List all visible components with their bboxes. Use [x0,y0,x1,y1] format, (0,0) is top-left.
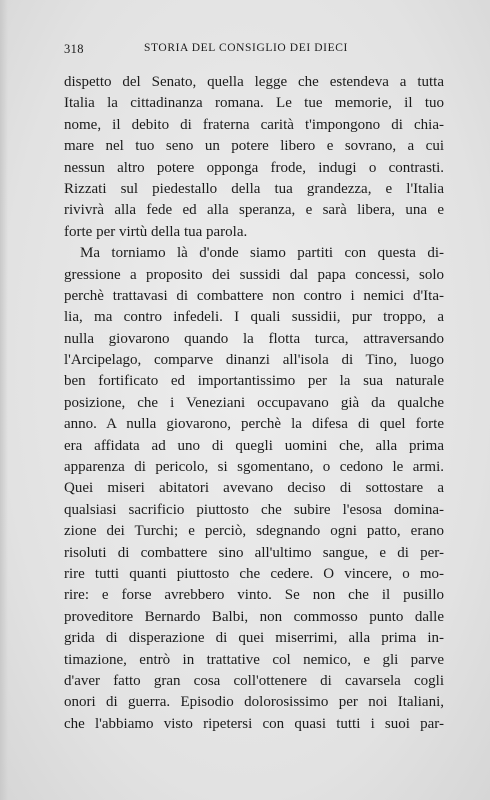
running-title: STORIA DEL CONSIGLIO DEI DIECI [144,42,348,54]
text-line: che l'abbiamo visto ripetersi con quasi tutti i suoi par- [64,715,444,732]
text-line: rire: e forse avrebbero vinto. Se non che il pusillo [64,587,444,604]
text-line: gressione a proposito dei sussidi dal papa concessi, solo [64,266,444,283]
text-line: perchè trattavasi di combattere non contro i nemici d'Ita- [64,287,444,304]
page-edge-shadow [0,0,8,800]
text-line: dispetto del Senato, quella legge che estendeva a tutta [64,74,444,90]
text-line: l'Arcipelago, comparve dinanzi all'isola di Tino, luogo [64,352,444,369]
text-line: Italia la cittadinanza romana. Le tue memorie, il tuo [64,95,444,112]
text-line: zione dei Turchi; e perciò, sdegnando ogni patto, erano [64,523,444,540]
text-line: Quei miseri abitatori avevano deciso di sottostare a [64,480,444,497]
text-line: timazione, entrò in trattative col nemico, e gli parve [64,651,444,668]
body-text [64,72,444,735]
text-line: qualsiasi sacrificio piuttosto che subire l'esosa domina- [64,501,444,518]
text-line: forte per virtù della tua parola. [64,223,248,240]
text-line: risoluti di combattere sino all'ultimo sangue, e di per- [64,544,444,561]
text-line: rire tutti quanti piuttosto che cedere. O vincere, o mo- [64,565,444,582]
text-line: Rizzati sul piedestallo della tua grandezza, e l'Italia [64,180,444,197]
text-line: grida di disperazione di quei miserrimi, alla prima in- [64,630,444,647]
page-header [64,42,444,62]
text-line: nulla giovarono quando la flotta turca, attraversando [64,330,444,347]
text-line: posizione, che i Veneziani occupavano già da qualche [64,394,444,411]
text-line: onori di guerra. Episodio dolorosissimo per noi Italiani, [64,694,444,711]
text-line: mare nel tuo seno un potere libero e sovrano, a cui [64,138,444,155]
paragraph-first-line: Ma torniamo là d'onde siamo partiti con questa di- [80,245,444,262]
text-line: anno. A nulla giovarono, perchè la difesa di quel forte [64,416,444,433]
text-line: era affidata ad uno di quegli uomini che, alla prima [64,437,444,454]
text-line: nome, il debito di fraterna carità t'impongono di chia- [64,116,444,133]
text-line: lia, ma contro infedeli. I quali sussidii, pur troppo, a [64,309,444,326]
text-line: proveditore Bernardo Balbi, non commosso punto dalle [64,608,444,625]
text-line: rivivrà alla fede ed alla speranza, e sarà libera, una e [64,202,444,219]
text-line: d'aver fatto gran cosa coll'ottenere di cavarsela cogli [64,672,444,689]
text-line: ben fortificato ed importantissimo per la sua naturale [64,373,444,390]
page-number: 318 [64,42,84,56]
text-line: apparenza di pericolo, si sgomentano, o cedono le armi. [64,459,444,476]
text-line: nessun altro potere opponga frode, indugi o contrasti. [64,159,444,176]
